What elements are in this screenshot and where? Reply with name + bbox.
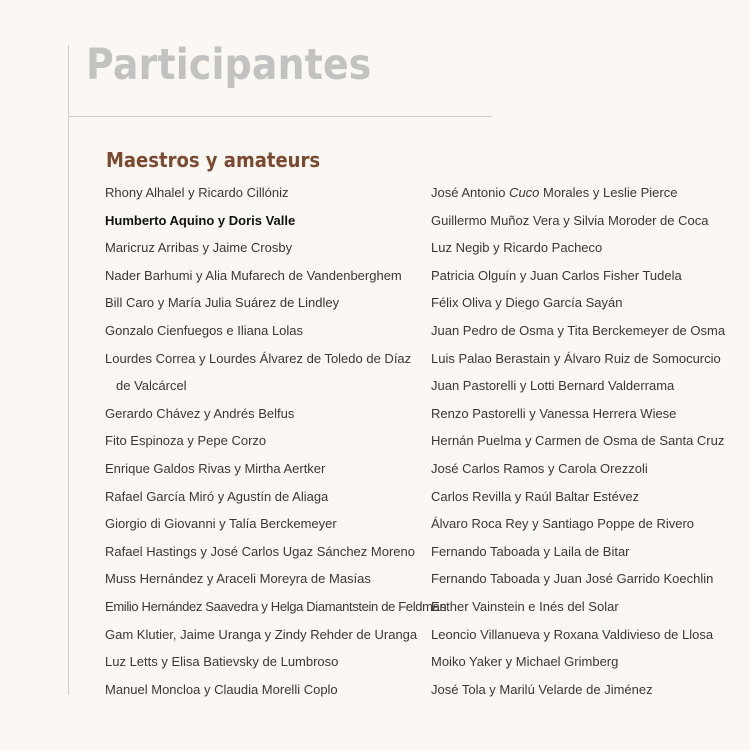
participant-entry: José Tola y Marilú Velarde de Jiménez [431,681,653,697]
participant-entry: Gam Klutier, Jaime Uranga y Zindy Rehder de Uranga [105,626,418,642]
participant-entry: Rafael García Miró y Agustín de Aliaga [105,488,329,504]
participant-entry: Luz Negib y Ricardo Pacheco [431,240,603,256]
participant-entry: Rhony Alhalel y Ricardo Cillóniz [105,185,289,200]
participant-entry: Bill Caro y María Julia Suárez de Lindley [105,295,340,311]
participant-entry-continuation: de Valcárcel [116,378,187,394]
participant-entry: Giorgio di Giovanni y Talía Berckemeyer [105,516,337,532]
name-suffix: Morales y Leslie Pierce [539,185,678,200]
participant-entry: Humberto Aquino y Doris Valle [105,212,296,228]
vertical-rule [68,45,69,695]
participant-entry: Muss Hernández y Araceli Moreyra de Masías [105,571,371,587]
participant-entry: Lourdes Correa y Lourdes Álvarez de Toledo de Díaz [105,350,412,366]
participant-entry: Renzo Pastorelli y Vanessa Herrera Wiese [431,405,677,421]
participant-entry: Fernando Taboada y Juan José Garrido Koechlin [431,571,714,587]
participant-entry: Luz Letts y Elisa Batievsky de Lumbroso [105,654,339,670]
participant-entry: Enrique Galdos Rivas y Mirtha Aertker [105,460,326,476]
participant-entry: Carlos Revilla y Raúl Baltar Estévez [431,488,640,504]
page-title: Participantes [86,40,372,90]
participant-entry: Álvaro Roca Rey y Santiago Poppe de Rivero [431,516,695,532]
participant-entry: Leoncio Villanueva y Roxana Valdivieso de Llosa [431,626,714,642]
participant-entry: Fernando Taboada y Laila de Bitar [431,543,630,559]
participants-left-column [105,182,447,706]
participant-entry: Fito Espinoza y Pepe Corzo [105,433,267,449]
participant-entry: Félix Oliva y Diego García Sayán [431,295,623,311]
participant-entry [431,182,731,210]
name-prefix: José Antonio [431,185,510,200]
participant-entry: Esther Vainstein e Inés del Solar [431,598,619,614]
participant-entry: Maricruz Arribas y Jaime Crosby [105,240,293,256]
participant-entry: Nader Barhumi y Alia Mufarech de Vandenberghem [105,267,402,283]
participant-entry: Hernán Puelma y Carmen de Osma de Santa Cruz [431,433,725,449]
participant-entry: Emilio Hernández Saavedra y Helga Diamantstein de Feldman [105,598,447,614]
participant-entry: Patricia Olguín y Juan Carlos Fisher Tudela [431,267,682,283]
participant-entry: Manuel Moncloa y Claudia Morelli Coplo [105,681,338,697]
participant-entry: Guillermo Muñoz Vera y Silvia Moroder de Coca [431,212,709,228]
participant-entry: Juan Pedro de Osma y Tita Berckemeyer de Osma [431,322,726,338]
participant-entry: Moiko Yaker y Michael Grimberg [431,654,619,670]
participant-entry: Gerardo Chávez y Andrés Belfus [105,405,295,421]
section-heading: Maestros y amateurs [106,148,321,172]
participant-entry: Luis Palao Berastain y Álvaro Ruiz de Somocurcio [431,350,721,366]
participant-entry: Juan Pastorelli y Lotti Bernard Valderrama [431,378,675,394]
participant-entry: Gonzalo Cienfuegos e Iliana Lolas [105,322,304,338]
nickname: Cuco [509,185,540,200]
participant-entry: Rafael Hastings y José Carlos Ugaz Sánchez Moreno [105,543,415,559]
participants-right-column [431,182,731,706]
participant-entry: José Carlos Ramos y Carola Orezzoli [431,460,648,476]
horizontal-rule [68,116,492,117]
